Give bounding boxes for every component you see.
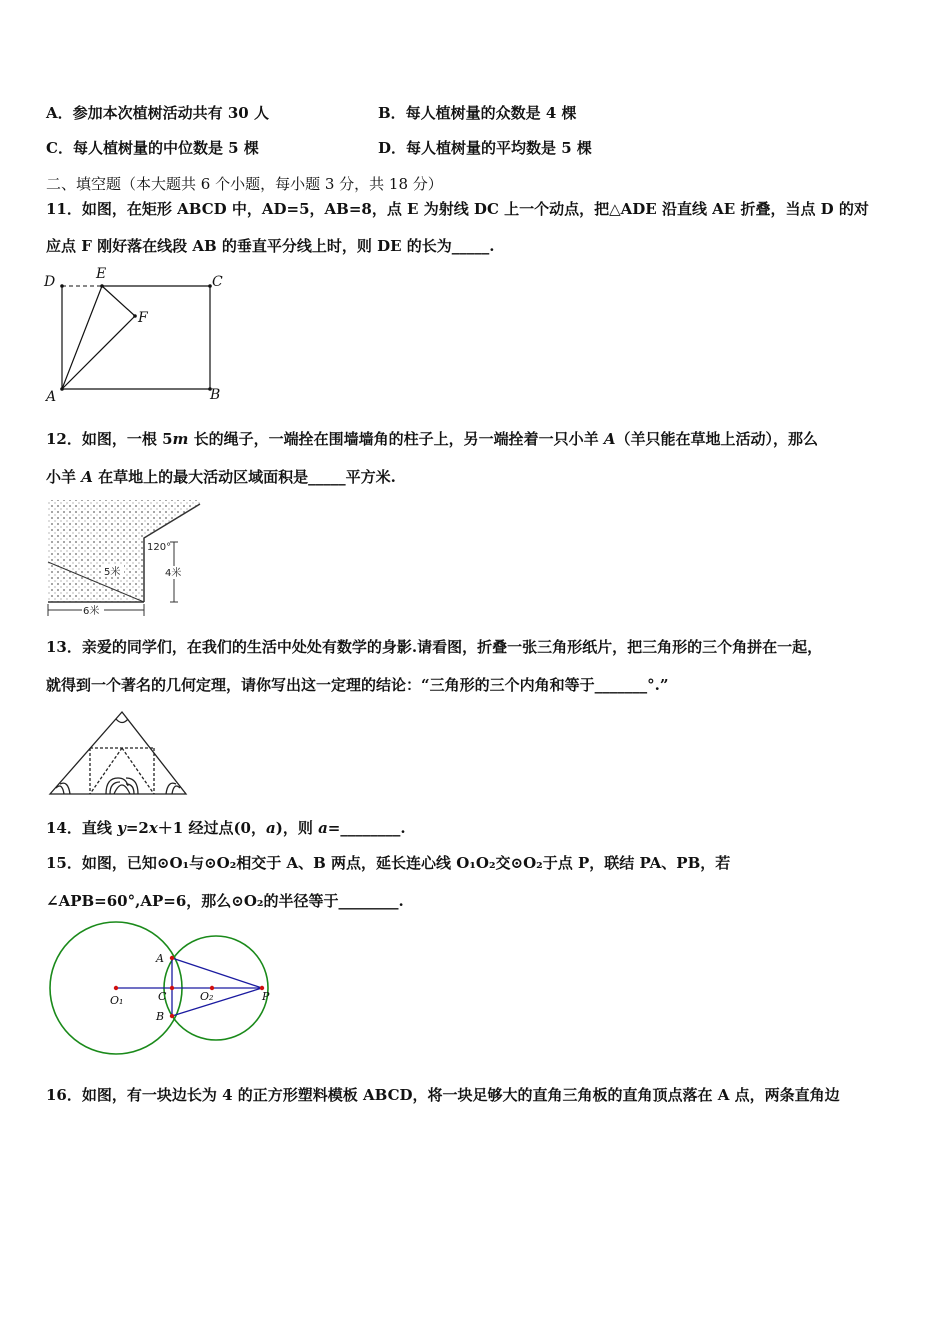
option-a: A．参加本次植树活动共有 30 人 [46,104,269,122]
q12-line1-a: 12．如图，一根 5 [46,430,173,448]
q14-text-a: 14．直线 [46,819,118,837]
q15-figure [44,920,284,1060]
option-d: D．每人植树量的平均数是 5 棵 [378,139,592,157]
q14-var-x: x [148,819,158,837]
q12-line2-b: 在草地上的最大活动区域面积是_____平方米. [92,468,396,486]
q12-angle-label: 120° [147,542,172,553]
q12-figure [44,498,204,618]
q14-var-a: a [266,819,276,837]
q12-line1-sheep: A [603,430,616,448]
q15-label-o1: O₁ [110,994,124,1007]
q14-text-b: =2 [125,819,149,837]
option-b: B．每人植树量的众数是 4 棵 [378,104,577,122]
q15-label-a: A [156,952,164,965]
q11-label-e: E [96,266,107,282]
q14-var-y: y [117,819,126,837]
q15-label-o2: O₂ [200,990,214,1003]
q12-line1 [46,429,818,449]
q11-label-f: F [138,310,148,326]
q12-height-label: 4米 [165,568,182,579]
q11-label-c: C [212,274,223,290]
q11-line2: 应点 F 刚好落在线段 AB 的垂直平分线上时，则 DE 的长为_____. [46,237,495,255]
q14-line [46,818,406,838]
q11-label-b: B [210,387,221,403]
q16-line1: 16．如图，有一块边长为 4 的正方形塑料模板 ABCD，将一块足够大的直角三角板的直角顶点落在 A 点，两条直角边 [46,1086,840,1104]
q14-text-d: )，则 [275,819,319,837]
q14-text-c: ＋1 经过点(0， [157,819,266,837]
q12-base-label: 6米 [83,606,100,617]
q15-label-c: C [158,990,167,1003]
q12-line1-m: m [172,430,189,448]
q12-line1-b: 长的绳子，一端拴在围墙墙角的柱子上，另一端拴着一只小羊 [188,430,604,448]
q15-label-p: P [262,990,270,1003]
q12-line1-c: （羊只能在草地上活动），那么 [615,430,819,448]
q12-line2-a: 小羊 [46,468,82,486]
q14-text-e: =________. [327,819,406,837]
q14-var-a2: a [318,819,328,837]
option-c: C．每人植树量的中位数是 5 棵 [46,139,259,157]
section-title: 二、填空题（本大题共 6 个小题，每小题 3 分，共 18 分） [46,175,443,193]
q12-rope-label: 5米 [104,567,121,578]
q13-figure [46,706,196,798]
q12-line2-sheep: A [81,468,93,486]
q11-line1: 11．如图，在矩形 ABCD 中，AD=5，AB=8，点 E 为射线 DC 上一个动点，把△ADE 沿直线 AE 折叠，当点 D 的对 [46,200,869,218]
q11-figure [40,266,240,406]
q15-line1: 15．如图，已知⊙O₁与⊙O₂相交于 A、B 两点，延长连心线 O₁O₂交⊙O₂于点 P，联结 PA、PB，若 [46,854,731,872]
q12-line2 [46,467,396,487]
q11-label-d: D [44,274,56,290]
q13-line2: 就得到一个著名的几何定理，请你写出这一定理的结论：“三角形的三个内角和等于_______°.” [46,676,669,694]
q15-label-b: B [156,1010,165,1023]
q11-label-a: A [46,389,57,405]
q15-line2: ∠APB=60°,AP=6，那么⊙O₂的半径等于________. [46,892,404,910]
q13-line1: 13．亲爱的同学们，在我们的生活中处处有数学的身影.请看图，折叠一张三角形纸片，把三角形的三个角拼在一起， [46,638,823,656]
